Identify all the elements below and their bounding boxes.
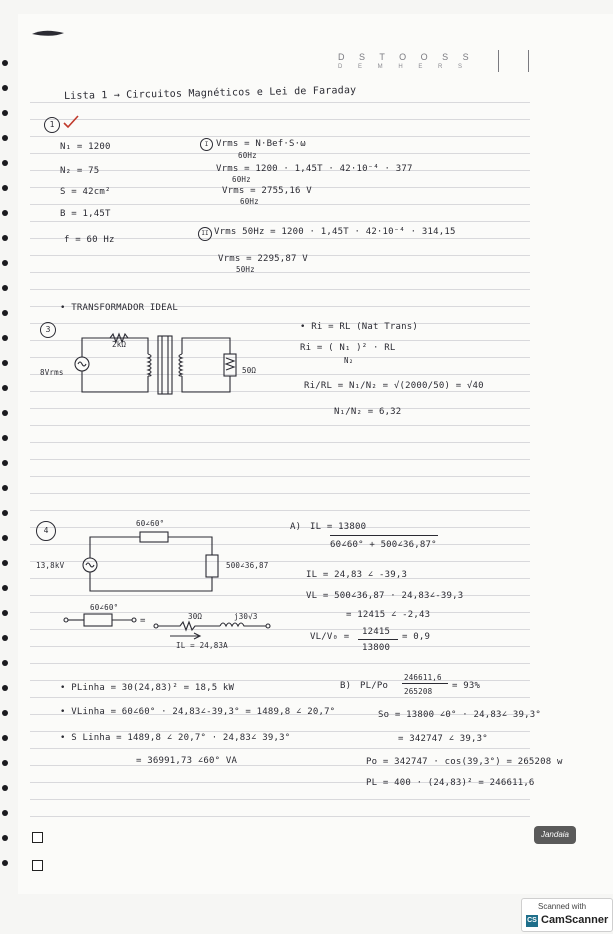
binding-hole (2, 185, 8, 191)
load-resistor-label: 50Ω (242, 366, 257, 375)
current-result: IL = 24,83 ∠ -39,3 (306, 570, 408, 580)
ruled-line (30, 119, 530, 120)
binding-hole (2, 135, 8, 141)
given-n2: N₂ = 75 (60, 166, 100, 176)
voltage-ratio-numerator: 12415 (362, 627, 391, 637)
binding-hole (2, 810, 8, 816)
vrms-line4: Vrms 50Hz = 1200 · 1,45T · 42·10⁻⁴ · 314,15 (214, 227, 456, 237)
fraction-bar (330, 535, 438, 536)
line-current-label: IL = 24,83A (176, 641, 228, 650)
binding-hole (2, 585, 8, 591)
ruled-line (30, 442, 530, 443)
binding-hole (2, 660, 8, 666)
binding-hole (2, 85, 8, 91)
binding-hole (2, 735, 8, 741)
question-number-badge: 1 (44, 117, 60, 133)
voltage-ratio-denominator: 13800 (362, 643, 391, 653)
efficiency-denominator: 265208 (404, 687, 433, 696)
line-voltage-drop: • VLinha = 60∠60° · 24,83∠-39,3° = 1489,8 ∠ 20,7° (60, 707, 336, 717)
given-n1: N₁ = 1200 (60, 142, 111, 152)
ruled-line (30, 459, 530, 460)
spiral-binding (0, 0, 14, 934)
binding-hole (2, 160, 8, 166)
load-impedance-label: 500∠36,87 (226, 561, 269, 570)
vrms-line5: Vrms = 2295,87 V (218, 254, 308, 264)
source-power-line: So = 13800 ∠0° · 24,83∠ 39,3° (378, 710, 541, 720)
binding-hole (2, 110, 8, 116)
current-numerator: IL = 13800 (310, 522, 367, 532)
scanned-with-text: Scanned with (538, 902, 587, 911)
divider (528, 50, 529, 72)
footer-checkbox[interactable] (32, 832, 43, 843)
load-active-power: PL = 400 · (24,83)² = 246611,6 (366, 778, 535, 788)
binding-hole (2, 635, 8, 641)
source-label: 13,8kV (36, 561, 65, 570)
ruled-line (30, 731, 530, 732)
eq-ri-formula: Ri = ( N₁ )² · RL (300, 343, 396, 353)
binding-hole (2, 685, 8, 691)
vrms-line5-sub: 50Hz (236, 265, 255, 274)
binding-hole (2, 535, 8, 541)
ruled-line (30, 663, 530, 664)
ruled-line (30, 476, 530, 477)
ruled-line (30, 646, 530, 647)
eq-ratio: Ri/RL = N₁/N₂ = √(2000/50) = √40 (304, 381, 484, 391)
camscanner-watermark (521, 898, 613, 932)
efficiency-numerator: 246611,6 (404, 673, 442, 682)
binding-hole (2, 560, 8, 566)
part-ii-badge: II (198, 227, 212, 241)
given-area: S = 42cm² (60, 187, 111, 197)
eq-ri-denominator: N₂ (344, 356, 354, 365)
notebook-brand-line2: D E M H E R S (338, 64, 470, 70)
section3-heading: • TRANSFORMADOR IDEAL (60, 303, 178, 313)
ruled-line (30, 697, 530, 698)
binding-hole (2, 785, 8, 791)
question-number-badge: 3 (40, 322, 56, 338)
transformer-circuit-diagram (40, 330, 260, 420)
binding-hole (2, 285, 8, 291)
line-apparent-power: • S Linha = 1489,8 ∠ 20,7° · 24,83∠ 39,3° (60, 733, 291, 743)
checkmark-icon (62, 114, 80, 130)
binding-hole (2, 860, 8, 866)
footer-checkbox[interactable] (32, 860, 43, 871)
eq-ri-note: • Ri = RL (Nat Trans) (300, 322, 418, 332)
ruled-line (30, 323, 530, 324)
ruled-line (30, 493, 530, 494)
question-number-badge: 4 (36, 521, 56, 541)
page-title: Lista 1 → Circuitos Magnéticos e Lei de Faraday (63, 84, 357, 103)
vrms-formula-sub: 60Hz (238, 151, 257, 160)
binding-hole (2, 485, 8, 491)
line-reactance-label: j30√3 (234, 612, 258, 621)
efficiency-result: = 93% (452, 681, 481, 691)
binding-hole (2, 610, 8, 616)
fraction-bar (358, 639, 398, 640)
load-voltage-line1: VL = 500∠36,87 · 24,83∠-39,3 (306, 591, 464, 601)
notebook-logo: Jandaia (534, 826, 576, 844)
svg-text:=: = (140, 616, 146, 626)
binding-hole (2, 510, 8, 516)
fraction-bar (402, 683, 448, 684)
ruled-line (30, 153, 530, 154)
binding-hole (2, 360, 8, 366)
given-flux-density: B = 1,45T (60, 209, 111, 219)
binding-hole (2, 385, 8, 391)
series-resistor-label: 2kΩ (112, 340, 127, 349)
binding-hole (2, 435, 8, 441)
vrms-line3-sub: 60Hz (240, 197, 259, 206)
binding-hole (2, 260, 8, 266)
binding-hole (2, 235, 8, 241)
vrms-line2-sub: 60Hz (232, 175, 251, 184)
binding-hole (2, 310, 8, 316)
ruled-line (30, 799, 530, 800)
ruled-line (30, 221, 530, 222)
ruled-line (30, 102, 530, 103)
load-voltage-line2: = 12415 ∠ -2,43 (346, 610, 431, 620)
part-i-badge: I (200, 138, 213, 151)
source-voltage-label: 8Vrms (40, 368, 64, 377)
line-power-loss: • PLinha = 30(24,83)² = 18,5 kW (60, 683, 235, 693)
vrms-line3: Vrms = 2755,16 V (222, 186, 312, 196)
ruled-line (30, 204, 530, 205)
vrms-formula: Vrms = N·Bef·S·ω (216, 139, 306, 149)
camscanner-text: CamScanner (541, 914, 609, 926)
camscanner-logo-icon: CS (526, 915, 538, 927)
ruled-line (30, 289, 530, 290)
ink-smudge (30, 28, 70, 40)
source-active-power: Po = 342747 · cos(39,3°) = 265208 w (366, 757, 563, 767)
part-a-label: A) (290, 522, 302, 532)
ruled-line (30, 272, 530, 273)
vrms-line2: Vrms = 1200 · 1,45T · 42·10⁻⁴ · 377 (216, 164, 413, 174)
ruled-line (30, 748, 530, 749)
line-apparent-power-result: = 36991,73 ∠60° VA (136, 756, 238, 766)
binding-hole (2, 460, 8, 466)
binding-hole (2, 760, 8, 766)
power-line-circuit-diagram (30, 525, 240, 595)
notebook-brand-line1: D S T O O S S (338, 52, 475, 62)
binding-hole (2, 60, 8, 66)
current-denominator: 60∠60° + 500∠36,87° (330, 540, 437, 550)
line-impedance-label: 60∠60° (136, 519, 165, 528)
eq-turns-ratio: N₁/N₂ = 6,32 (334, 407, 402, 417)
ruled-line (30, 136, 530, 137)
efficiency-lhs: PL/Po (360, 681, 389, 691)
ruled-line (30, 425, 530, 426)
binding-hole (2, 835, 8, 841)
series-impedance-label: 60∠60° (90, 603, 119, 612)
ruled-line (30, 816, 530, 817)
ruled-line (30, 510, 530, 511)
given-frequency: f = 60 Hz (64, 235, 115, 245)
line-resistance-label: 30Ω (188, 612, 203, 621)
binding-hole (2, 410, 8, 416)
binding-hole (2, 210, 8, 216)
divider (498, 50, 499, 72)
voltage-ratio-result: = 0,9 (402, 632, 431, 642)
part-b-label: B) (340, 681, 352, 691)
voltage-ratio-label: VL/V₀ = (310, 632, 350, 642)
binding-hole (2, 335, 8, 341)
source-power-result: = 342747 ∠ 39,3° (398, 734, 488, 744)
binding-hole (2, 710, 8, 716)
